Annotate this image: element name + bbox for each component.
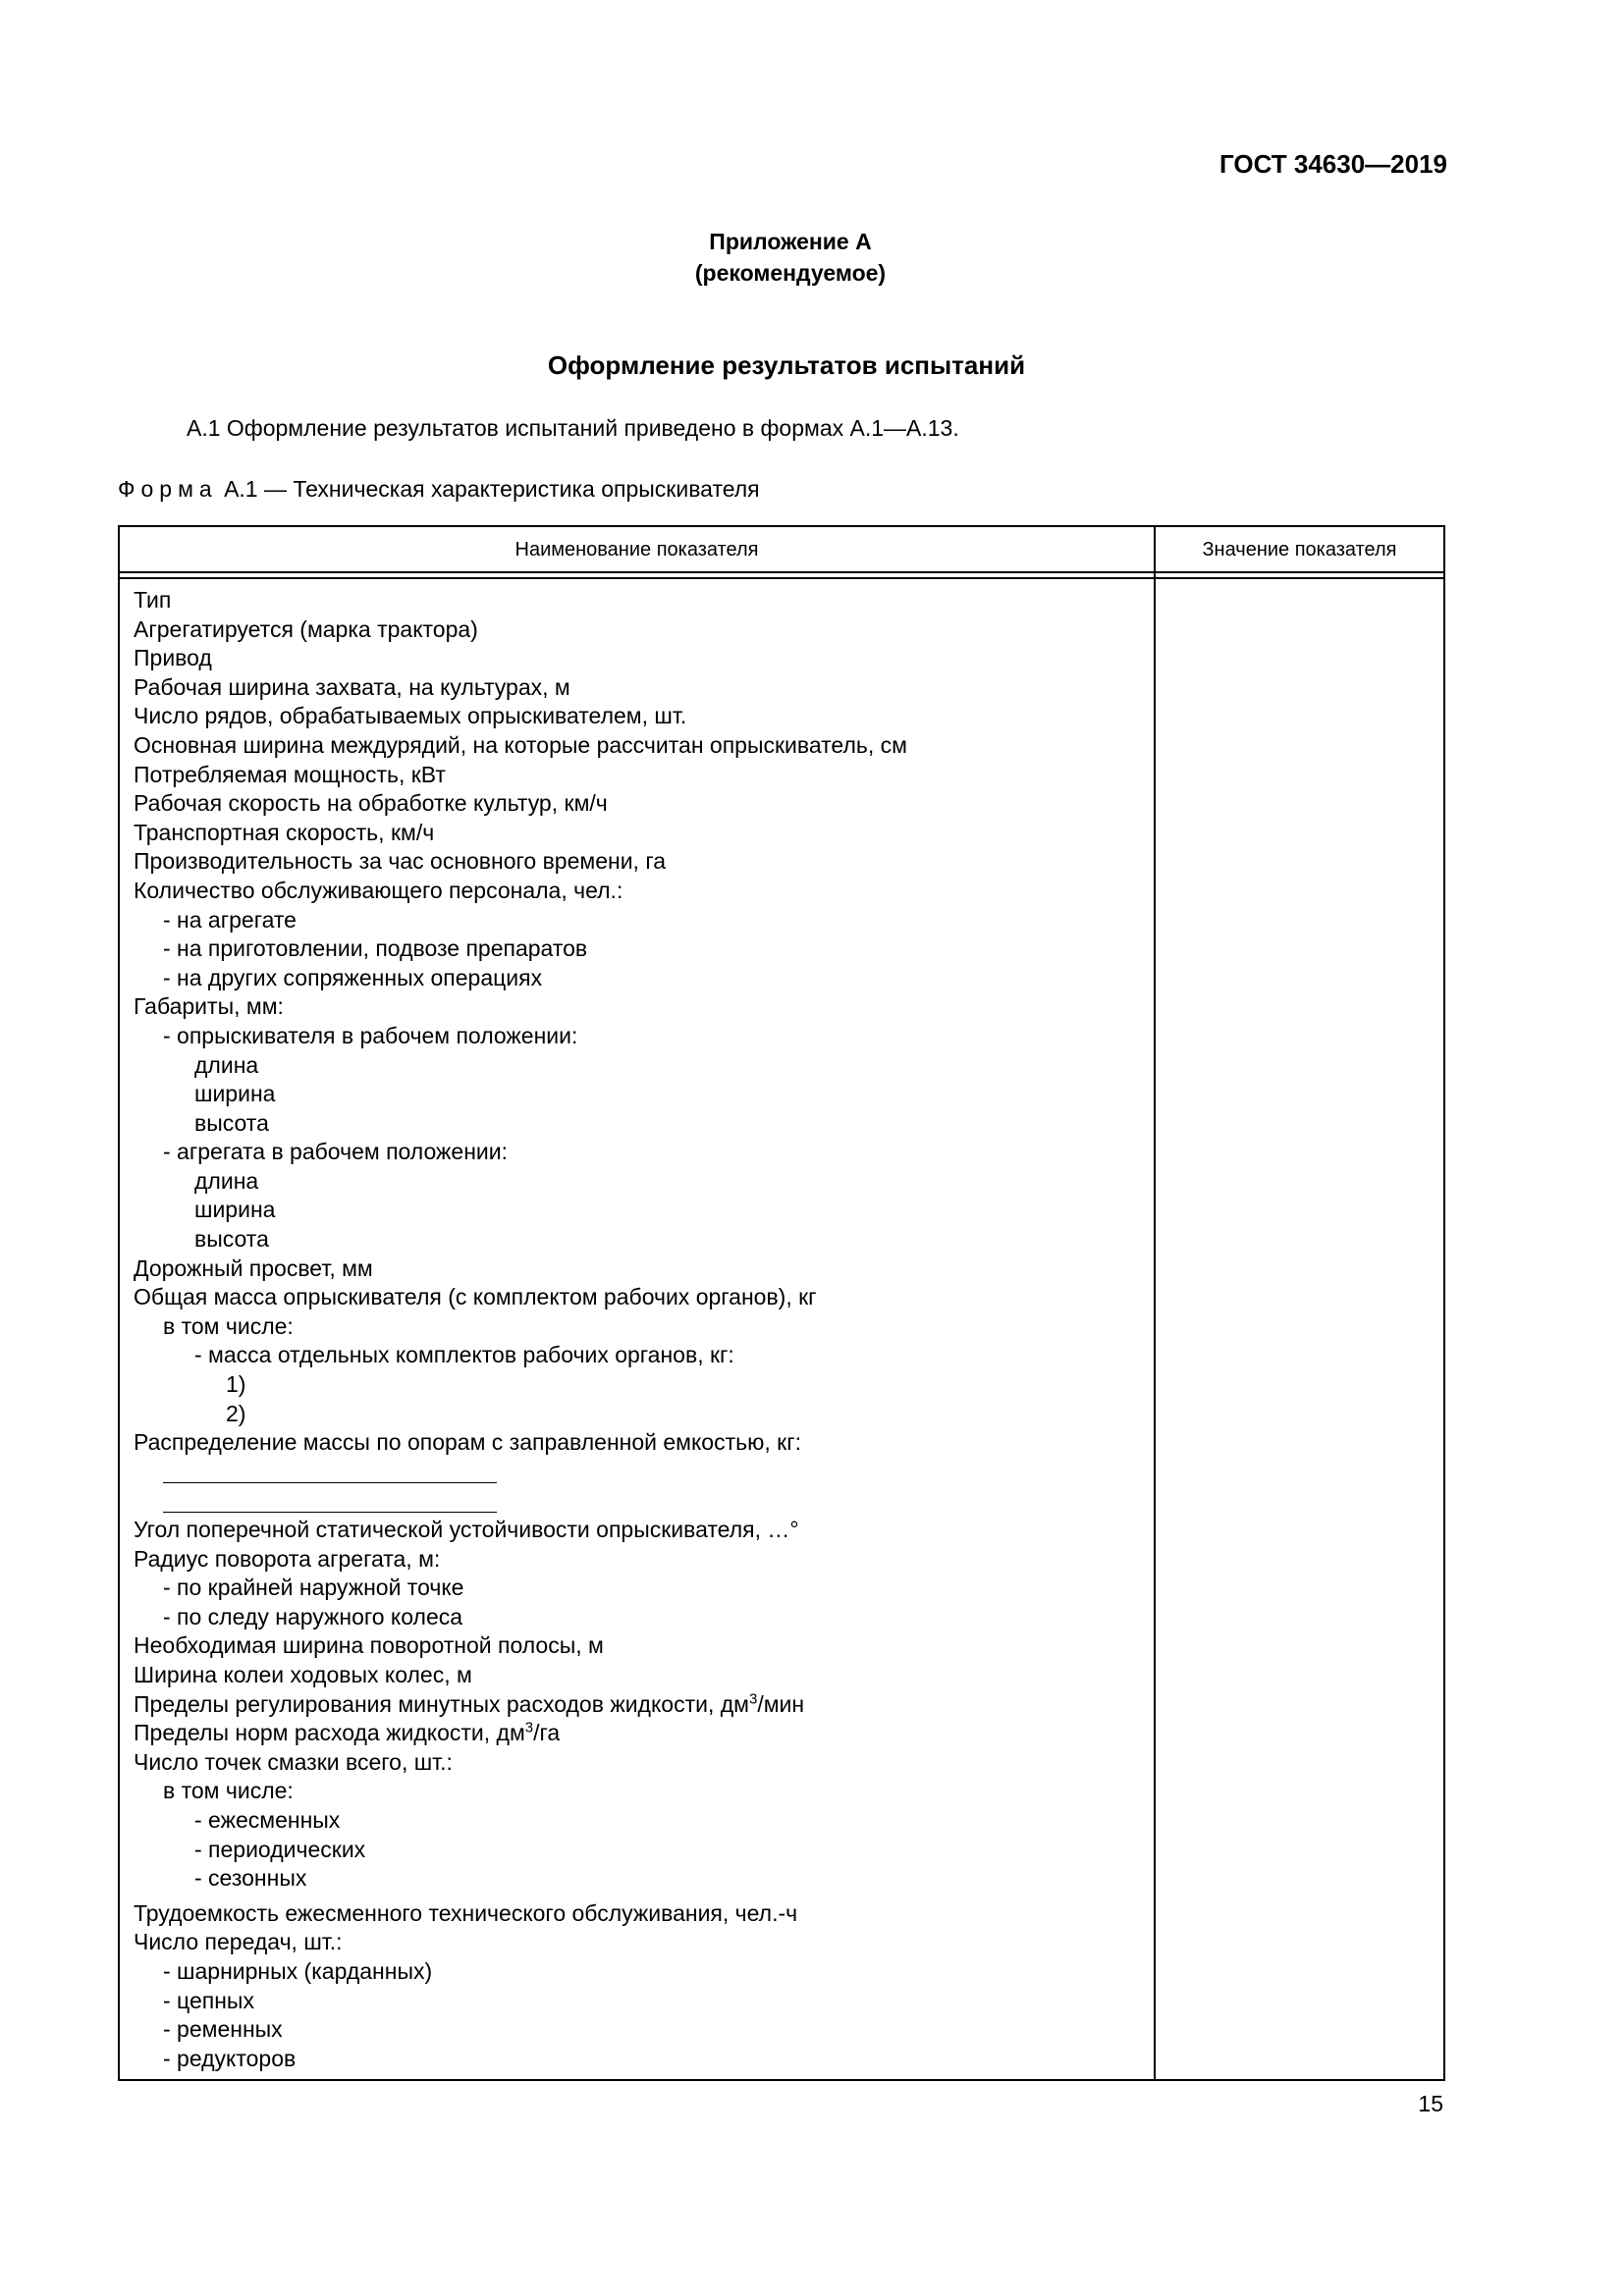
table-row: Общая масса опрыскивателя (с комплектом рабочих органов), кг <box>134 1284 817 1310</box>
indicator-list <box>134 586 1145 2073</box>
table-row: - по крайней наружной точке <box>163 1575 464 1601</box>
table-row: Количество обслуживающего персонала, чел.: <box>134 877 623 903</box>
annex-status: (рекомендуемое) <box>694 260 887 286</box>
table-row: - периодических <box>194 1836 366 1862</box>
row-unit: /га <box>533 1720 561 1746</box>
table-row: - редукторов <box>163 2045 297 2071</box>
table-row: Тип <box>134 587 172 613</box>
table-row: Ширина колеи ходовых колес, м <box>134 1661 472 1687</box>
form-caption <box>118 476 760 503</box>
table-row: высота <box>194 1226 269 1253</box>
blank-entry-line <box>134 1458 1145 1487</box>
table-row: - агрегата в рабочем положении: <box>163 1139 508 1165</box>
form-caption-text: А.1 — Техническая характеристика опрыскивателя <box>224 476 760 502</box>
table-row: Габариты, мм: <box>134 993 284 1020</box>
table-row: в том числе: <box>163 1778 294 1804</box>
blank-entry-line <box>134 1486 1145 1516</box>
table-row: Основная ширина междурядий, на которые рассчитан опрыскиватель, см <box>134 731 907 758</box>
table-row: Число передач, шт.: <box>134 1929 343 1955</box>
header-rule-double <box>120 577 1443 579</box>
table-row: - масса отдельных комплектов рабочих органов, кг: <box>194 1342 734 1368</box>
section-title: Оформление результатов испытаний <box>547 350 1026 380</box>
table-row: ширина <box>194 1197 276 1223</box>
table-row <box>134 1690 1145 1720</box>
table-row: - опрыскивателя в рабочем положении: <box>163 1022 578 1048</box>
table-row: Производительность за час основного времени, га <box>134 848 666 875</box>
table-row: длина <box>194 1051 259 1078</box>
row-unit: /мин <box>757 1690 805 1717</box>
superscript: 3 <box>524 1719 534 1736</box>
table-row: Число точек смазки всего, шт.: <box>134 1748 453 1775</box>
row-text: Пределы норм расхода жидкости, дм <box>134 1720 525 1746</box>
table-row: 2) <box>226 1400 246 1426</box>
table-row: Дорожный просвет, мм <box>134 1255 373 1281</box>
table-row: в том числе: <box>163 1312 294 1339</box>
table-row: Распределение массы по опорам с заправленной емкостью, кг: <box>134 1429 801 1456</box>
table-row: - ременных <box>163 2016 283 2043</box>
row-text: Пределы регулирования минутных расходов жидкости, дм <box>134 1690 749 1717</box>
table-row: Необходимая ширина поворотной полосы, м <box>134 1632 604 1659</box>
column-header-name: Наименование показателя <box>514 539 759 561</box>
intro-paragraph: А.1 Оформление результатов испытаний приведено в формах А.1—А.13. <box>187 415 959 441</box>
superscript: 3 <box>748 1689 758 1707</box>
table-row: Трудоемкость ежесменного технического обслуживания, чел.-ч <box>134 1899 798 1926</box>
form-label: Форма <box>118 476 218 502</box>
table-row: Агрегатируется (марка трактора) <box>134 615 478 642</box>
table-row: - по следу наружного колеса <box>163 1603 463 1629</box>
table-row: Рабочая ширина захвата, на культурах, м <box>134 673 570 700</box>
table-row: - на агрегате <box>163 906 297 933</box>
table-row: - ежесменных <box>194 1806 341 1833</box>
page-number: 15 <box>1418 2091 1443 2116</box>
table-row: - на других сопряженных операциях <box>163 964 543 990</box>
table-row: ширина <box>194 1081 276 1107</box>
table-row: Рабочая скорость на обработке культур, км/ч <box>134 790 608 817</box>
characteristics-table <box>118 525 1445 2081</box>
table-row: Потребляемая мощность, кВт <box>134 761 446 787</box>
table-row: длина <box>194 1167 259 1194</box>
table-row: Привод <box>134 645 212 671</box>
blank-underline <box>163 1492 497 1513</box>
table-row: Радиус поворота агрегата, м: <box>134 1545 441 1572</box>
table-row: - цепных <box>163 1987 254 2013</box>
table-row: - шарнирных (карданных) <box>163 1957 433 1984</box>
table-row: высота <box>194 1109 269 1136</box>
column-divider <box>1154 527 1156 2079</box>
table-row: Транспортная скорость, км/ч <box>134 819 435 845</box>
blank-underline <box>163 1463 497 1483</box>
column-header-value: Значение показателя <box>1202 539 1397 561</box>
table-row: - на приготовлении, подвозе препаратов <box>163 935 588 962</box>
table-row <box>134 1719 1145 1748</box>
table-row: Число рядов, обрабатываемых опрыскивателем, шт. <box>134 703 687 729</box>
table-row: 1) <box>226 1371 246 1398</box>
table-row: - сезонных <box>194 1865 307 1892</box>
table-row: Угол поперечной статической устойчивости опрыскивателя, …° <box>134 1517 799 1542</box>
standard-number: ГОСТ 34630—2019 <box>1219 149 1447 179</box>
header-rule <box>120 571 1443 573</box>
annex-title: Приложение А <box>709 229 872 254</box>
